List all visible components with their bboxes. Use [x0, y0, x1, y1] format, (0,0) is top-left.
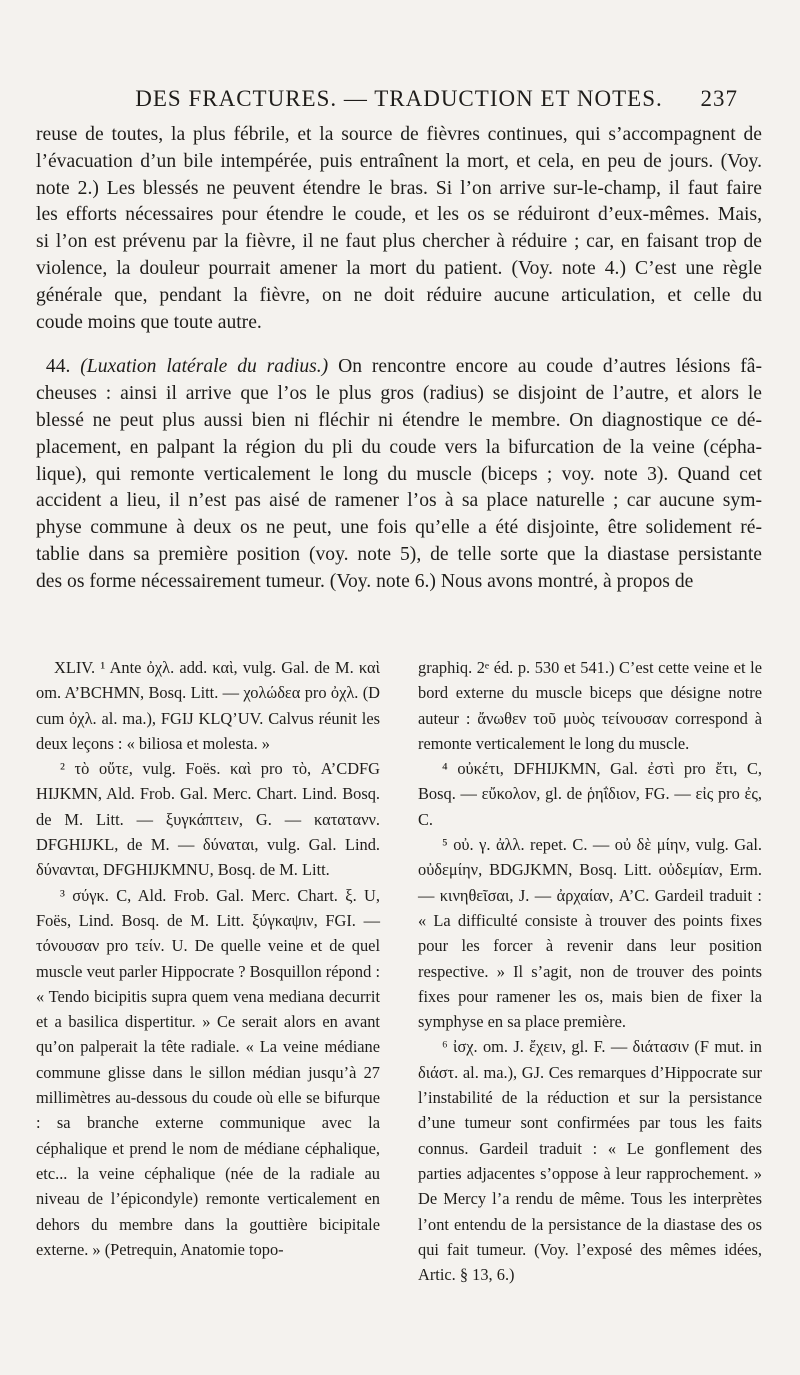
notes-right-column: [418, 655, 762, 1287]
running-title: DES FRACTURES. — TRADUCTION ET NOTES.: [135, 86, 663, 111]
section-number: 44.: [45, 356, 71, 378]
text-line: reuse de toutes, la plus fébrile, et la source de fièvres continues, qui s’accompagnent de: [36, 124, 762, 145]
section-lead: On rencontre encore au coude d’autres lésions fâ-: [338, 356, 762, 378]
text-line: si l’on est prévenu par la fièvre, il ne faut plus chercher à réduire ; car, en faisant trop de: [36, 231, 762, 253]
text-line: accident a lieu, il n’est pas aisé de ramener l’os à sa place naturelle ; car aucune sym-: [36, 490, 762, 512]
text-line: placement, en palpant la région du pli du coude vers la bifurcation de la veine (cépha-: [36, 436, 762, 458]
paragraph-44: [36, 354, 762, 595]
notes-left-column: [36, 655, 380, 1287]
text-line: coude moins que toute autre.: [36, 311, 262, 333]
text-line: violence, la douleur pourrait amener la mort du patient. (Voy. note 4.) C’est une règle: [36, 257, 762, 279]
footnote: ⁵ οὐ. γ. ἀλλ. repet. C. — οὐ δὲ μίην, vulg. Gal. οὐδεμίην, BDGJKMN, Bosq. Litt. οὐδεμίαν, Erm. — κινηθεῖσαι, J. — ἀρχαίαν, A’C. Gardeil traduit : « La difficulté consiste à trouver des points fixes pour les forcer à revenir dans leur position respective. » Il s’agit, non de trouver des points fixes pour ramener les os, mais bien de fixer la symphyse en sa place première.: [418, 835, 762, 1032]
main-text: [36, 122, 762, 596]
footnote: XLIV. ¹ Ante ὀχλ. add. καὶ, vulg. Gal. de M. καὶ om. A’BCHMN, Bosq. Litt. — χολώδεα pro ὀχλ. (D cum ὀχλ. al. ma.), FGIJ KLQ’UV. Calvus réunit les deux leçons : « biliosa et molesta. »: [36, 658, 380, 753]
section-title: (Luxation latérale du radius.): [80, 356, 329, 378]
text-line: des os forme nécessairement tumeur. (Voy. note 6.) Nous avons montré, à propos de: [36, 570, 694, 592]
text-line: l’évacuation d’un bile intempérée, puis entraînent la mort, et cela, en peu de jours. (Voy.: [36, 150, 762, 172]
text-line: [36, 354, 762, 381]
text-line: note 2.) Les blessés ne peuvent étendre le bras. Si l’on arrive sur-le-champ, il faut faire: [36, 177, 762, 199]
text-line: générale que, pendant la fièvre, on ne doit réduire aucune articulation, et celle du: [36, 284, 762, 306]
text-line: physe commune à deux os ne peut, une fois qu’elle a été disjointe, être solidement ré-: [36, 517, 762, 539]
text-line: tablie dans sa première position (voy. note 5), de telle sorte que la diastase persistante: [36, 543, 762, 565]
text-line: lique), qui remonte verticalement le long du muscle (biceps ; voy. note 3). Quand cet: [36, 463, 762, 485]
paragraph-1: [36, 122, 762, 336]
footnote: ² τὸ οὔτε, vulg. Foës. καὶ pro τὸ, A’CDFG HIJKMN, Ald. Frob. Gal. Merc. Chart. Lind. Bosq. de M. Litt. — ξυγκάπτειν, G. — κατατανν. DFGHIJKL, de M. — δύναται, vulg. Gal. Lind. δύνανται, DFGHIJKMNU, Bosq. de M. Litt.: [36, 759, 380, 880]
footnote: graphiq. 2ᵉ éd. p. 530 et 541.) C’est cette veine et le bord externe du muscle biceps que désigne notre auteur : ἄνωθεν τοῦ μυὸς τείνουσαν correspond à remonte verticalement le long du muscle.: [418, 658, 762, 753]
text-line: les efforts nécessaires pour étendre le coude, et les os se réduiront d’eux-mêmes. Mais,: [36, 204, 762, 226]
page-number: 237: [700, 86, 738, 111]
running-head: [36, 82, 762, 116]
footnote: ³ σύγκ. C, Ald. Frob. Gal. Merc. Chart. ξ. U, Foës, Lind. Bosq. de M. Litt. ξύγκαψιν, FGI. — τόνουσαν pro τείν. U. De quelle veine et de quel muscle veut parler Hippocrate ? Bosquillon répond : « Tendo bicipitis supra quem vena mediana decurrit et a basilica dispertitur. » Ce serait alors en avant qu’on palperait la tête radiale. « La veine médiane commune glisse dans le sillon médian jusqu’à 27 millimètres au-dessous du coude où elle se bifurque : sa branche externe communique avec la céphalique et prend le nom de médiane céphalique, etc... la veine céphalique (née de la radiale au niveau de l’épicondyle) remonte verticalement en dehors du membre dans la gouttière bicipitale externe. » (Petrequin, Anatomie topo-: [36, 885, 380, 1259]
footnotes: [36, 655, 762, 1287]
footnote: ⁴ οὐκέτι, DFHIJKMN, Gal. ἐστὶ pro ἔτι, C, Bosq. — εὔκολον, gl. de ῥηΐδιον, FG. — εἰς pro ἐς, C.: [418, 759, 762, 829]
text-line: blessé ne peut plus aussi bien ni fléchir ni étendre le membre. On diagnostique ce dé-: [36, 409, 762, 431]
text-line: cheuses : ainsi il arrive que l’os le plus gros (radius) se disjoint de l’autre, et alors le: [36, 383, 762, 405]
footnote: ⁶ ἰσχ. om. J. ἔχειν, gl. F. — διάτασιν (F mut. in διάστ. al. ma.), GJ. Ces remarques d’Hippocrate sur l’instabilité de la réduction et sur la persistance d’une tumeur sont confirmées par tous les faits connus. Gardeil traduit : « Le gonflement des parties adjacentes s’oppose à leur rapprochement. » De Mercy l’a rendu de même. Tous les interprètes l’ont entendu de la persistance de la diastase des os qui fait tumeur. (Voy. l’exposé des mêmes idées, Artic. § 13, 6.): [418, 1037, 762, 1285]
